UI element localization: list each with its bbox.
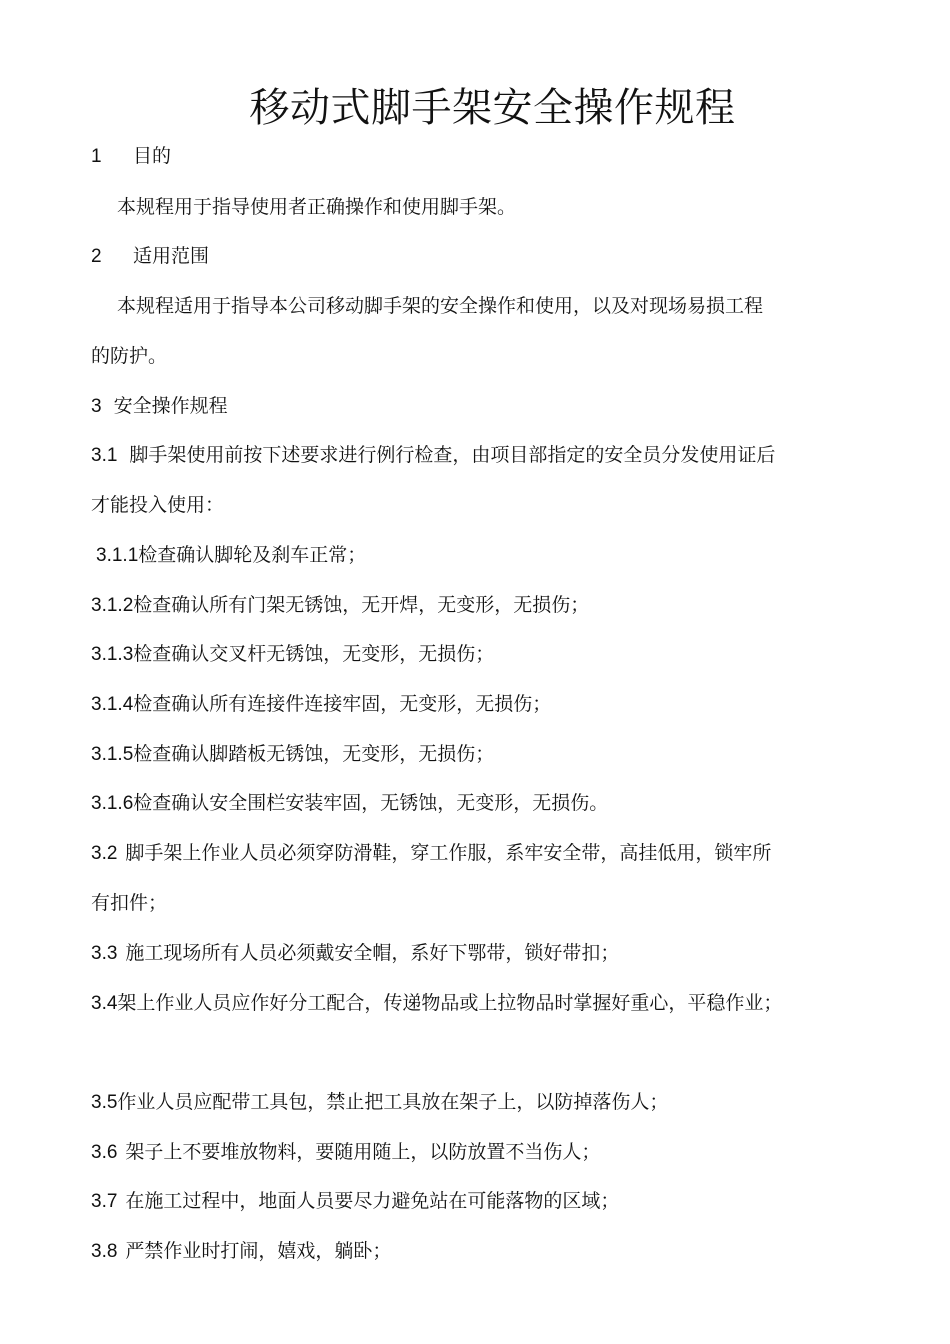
item-text: 检查确认所有连接件连接牢固，无变形，无损伤；: [133, 693, 552, 715]
section-1-heading: [91, 143, 171, 170]
item-3-1-6: [91, 790, 608, 817]
item-text: 脚手架使用前按下述要求进行例行检查，由项目部指定的安全员分发使用证后: [129, 444, 776, 466]
item-3-4: [91, 990, 782, 1017]
item-3-7: [91, 1188, 619, 1215]
item-text: 在施工过程中，地面人员要尽力避免站在可能落物的区域；: [125, 1190, 620, 1212]
item-3-6: [91, 1139, 600, 1166]
item-3-2-line-1: [91, 840, 771, 867]
item-number: 3.7: [91, 1191, 118, 1212]
item-text: 检查确认安全围栏安装牢固，无锈蚀，无变形，无损伤。: [133, 792, 609, 814]
item-number: 3.8: [91, 1241, 118, 1262]
item-number: 3.4: [91, 993, 118, 1014]
item-text: 检查确认脚踏板无锈蚀，无变形，无损伤；: [133, 743, 495, 765]
section-heading-text: 适用范围: [133, 245, 210, 267]
item-number: 3.1.3: [91, 644, 134, 665]
section-number: 1: [91, 146, 102, 167]
item-3-8: [91, 1238, 391, 1265]
section-3-heading: [91, 393, 228, 420]
item-text: 架上作业人员应作好分工配合，传递物品或上拉物品时掌握好重心，平稳作业；: [117, 992, 783, 1014]
item-number: 3.1.4: [91, 694, 134, 715]
item-3-1-4: [91, 691, 551, 718]
item-3-1-line-2: 才能投入使用：: [91, 494, 225, 516]
section-1-body: 本规程用于指导使用者正确操作和使用脚手架。: [117, 196, 517, 218]
item-3-1-1: [96, 542, 366, 569]
item-number: 3.3: [91, 943, 118, 964]
item-text: 检查确认脚轮及刹车正常；: [138, 544, 367, 566]
item-text: 作业人员应配带工具包，禁止把工具放在架子上，以防掉落伤人；: [117, 1091, 669, 1113]
section-heading-text: 安全操作规程: [113, 395, 228, 417]
item-3-1-5: [91, 741, 494, 768]
document-title: 移动式脚手架安全操作规程: [249, 85, 736, 131]
item-3-1-2: [91, 592, 589, 619]
item-3-2-line-2: 有扣件；: [91, 892, 168, 914]
section-number: 3: [91, 396, 102, 417]
item-number: 3.1.1: [96, 545, 139, 566]
item-number: 3.2: [91, 843, 118, 864]
item-3-1-line-1: [91, 442, 775, 469]
item-text: 架子上不要堆放物料，要随用随上，以防放置不当伤人；: [125, 1141, 601, 1163]
item-number: 3.1.5: [91, 744, 134, 765]
item-number: 3.1: [91, 445, 118, 466]
section-number: 2: [91, 246, 102, 267]
item-number: 3.6: [91, 1142, 118, 1163]
item-text: 检查确认交叉杆无锈蚀，无变形，无损伤；: [133, 643, 495, 665]
item-number: 3.1.6: [91, 793, 134, 814]
section-2-body-line-2: 的防护。: [91, 345, 168, 367]
item-number: 3.1.2: [91, 595, 134, 616]
item-text: 检查确认所有门架无锈蚀，无开焊，无变形，无损伤；: [133, 594, 590, 616]
item-3-3: [91, 940, 619, 967]
section-heading-text: 目的: [133, 145, 172, 167]
section-2-heading: [91, 243, 209, 270]
section-2-body-line-1: 本规程适用于指导本公司移动脚手架的安全操作和使用，以及对现场易损工程: [117, 295, 764, 317]
item-number: 3.5: [91, 1092, 118, 1113]
item-text: 施工现场所有人员必须戴安全帽，系好下鄂带，锁好带扣；: [125, 942, 620, 964]
item-text: 严禁作业时打闹，嬉戏，躺卧；: [125, 1240, 392, 1262]
item-text: 脚手架上作业人员必须穿防滑鞋，穿工作服，系牢安全带，高挂低用，锁牢所: [125, 842, 772, 864]
item-3-5: [91, 1089, 668, 1116]
item-3-1-3: [91, 641, 494, 668]
